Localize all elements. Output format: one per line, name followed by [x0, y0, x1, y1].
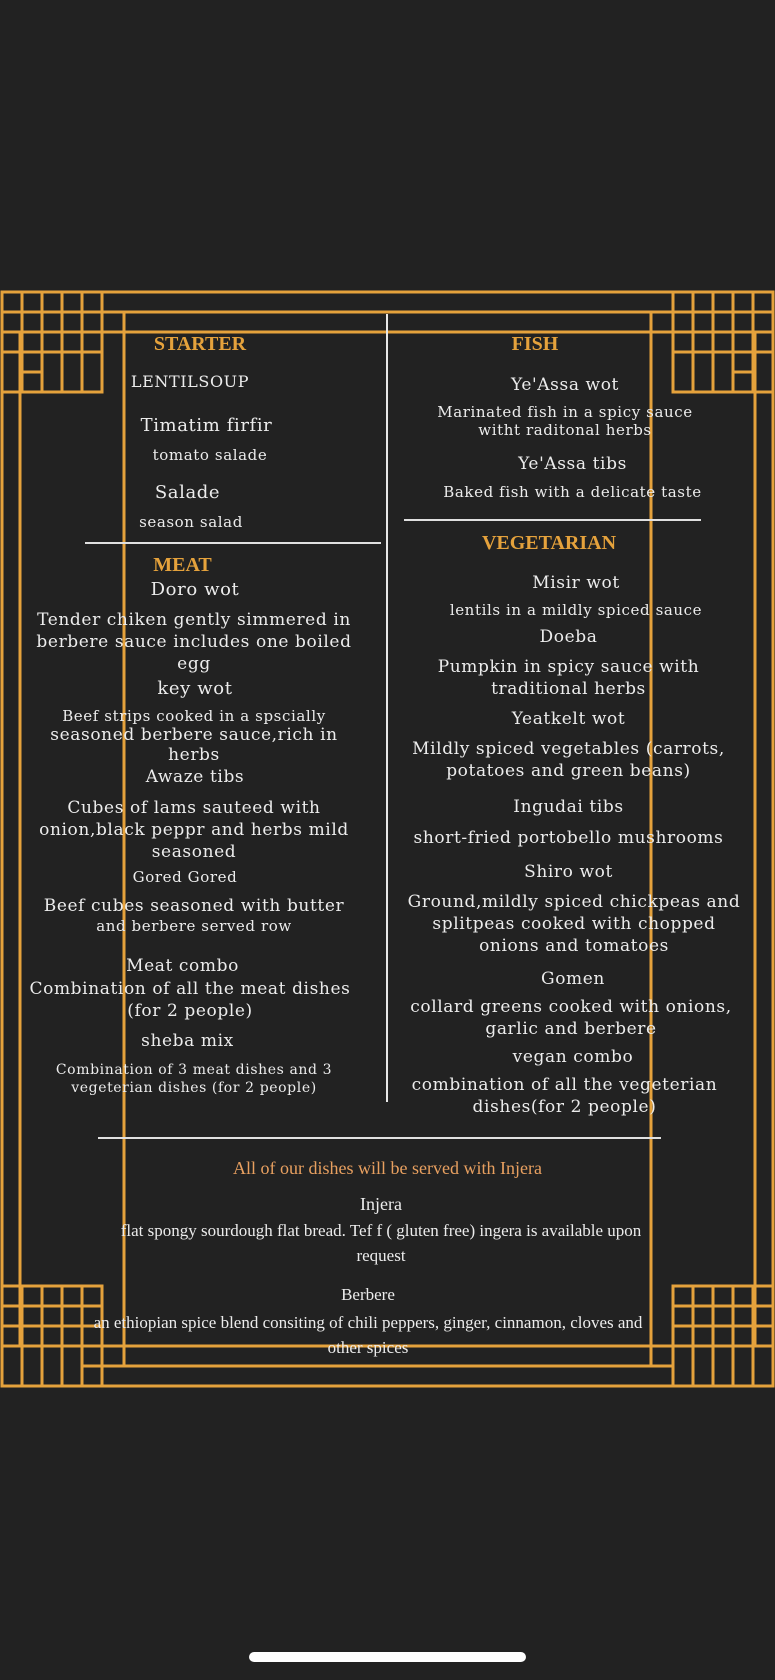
starter-item-salade-desc: season salad	[139, 513, 243, 531]
veg-item-shiro-wot: Shiro wot	[524, 862, 613, 882]
meat-item-gored-gored-desc: Beef cubes seasoned with butter and berbere served row	[43, 896, 345, 935]
veg-item-misir-wot-desc: lentils in a mildly spiced sauce	[449, 601, 703, 619]
meat-item-doro-wot: Doro wot	[150, 579, 240, 600]
meat-item-awaze-tibs-desc: Cubes of lams sauteed with onion,black peppr and herbs mild seasoned	[39, 798, 349, 862]
starter-item-salade: Salade	[154, 482, 221, 503]
fish-vegetarian-divider	[404, 519, 701, 521]
berbere-desc: an ethiopian spice blend consiting of chili peppers, ginger, cinnamon, cloves and other spices	[93, 1313, 643, 1357]
veg-item-gomen: Gomen	[541, 969, 605, 989]
meat-item-key-wot-desc: Beef strips cooked in a spscially seasoned berbere sauce,rich in herbs	[50, 707, 338, 765]
starter-meat-divider	[85, 542, 381, 544]
veg-item-shiro-wot-desc: Ground,mildly spiced chickpeas and splitpeas cooked with chopped onions and tomatoes	[407, 892, 741, 956]
home-indicator[interactable]	[249, 1652, 526, 1662]
veg-item-yeatkelt-wot: Yeatkelt wot	[511, 709, 626, 729]
injera-serving-note: All of our dishes will be served with Injera	[233, 1158, 542, 1178]
injera-title: Injera	[360, 1194, 402, 1214]
meat-item-meat-combo: Meat combo	[126, 956, 239, 976]
veg-item-ingudai-tibs-desc: short-fried portobello mushrooms	[413, 828, 724, 848]
meat-item-doro-wot-desc: Tender chiken gently simmered in berbere sauce includes one boiled egg	[36, 610, 352, 674]
meat-item-awaze-tibs: Awaze tibs	[145, 767, 245, 787]
meat-item-key-wot: key wot	[157, 678, 233, 699]
starter-heading: STARTER	[153, 333, 247, 355]
starter-item-timatim-firfir-desc: tomato salade	[152, 446, 268, 464]
veg-item-misir-wot: Misir wot	[532, 573, 620, 593]
column-divider	[386, 314, 388, 1102]
fish-item-yeassa-wot: Ye'Assa wot	[511, 375, 619, 395]
fish-item-yeassa-tibs: Ye'Assa tibs	[518, 454, 627, 474]
veg-item-yeatkelt-wot-desc: Mildly spiced vegetables (carrots, potatoes and green beans)	[412, 739, 725, 781]
meat-item-gored-gored: Gored Gored	[132, 868, 238, 886]
fish-item-yeassa-tibs-desc: Baked fish with a delicate taste	[443, 483, 702, 501]
vegetarian-heading: VEGETARIAN	[481, 532, 617, 554]
meat-item-sheba-mix-desc: Combination of 3 meat dishes and 3 vegeterian dishes (for 2 people)	[55, 1062, 333, 1096]
starter-item-lentilsoup: LENTILSOUP	[130, 372, 250, 391]
meat-heading: MEAT	[153, 554, 212, 576]
injera-desc: flat spongy sourdough flat bread. Tef f ( gluten free) ingera is available upon request	[120, 1221, 642, 1265]
meat-item-meat-combo-desc: Combination of all the meat dishes (for 2 people)	[29, 979, 351, 1021]
berbere-title: Berbere	[341, 1285, 395, 1304]
footer-divider	[98, 1137, 661, 1139]
veg-item-vegan-combo-desc: combination of all the vegeterian dishes(for 2 people)	[411, 1075, 718, 1117]
fish-item-yeassa-wot-desc: Marinated fish in a spicy sauce witht raditonal herbs	[437, 403, 693, 439]
fish-heading: FISH	[511, 333, 559, 355]
veg-item-vegan-combo: vegan combo	[512, 1047, 634, 1067]
starter-item-timatim-firfir: Timatim firfir	[140, 415, 273, 436]
veg-item-doeba: Doeba	[539, 627, 598, 647]
veg-item-doeba-desc: Pumpkin in spicy sauce with traditional herbs	[437, 657, 700, 699]
veg-item-gomen-desc: collard greens cooked with onions, garlic and berbere	[410, 997, 732, 1039]
veg-item-ingudai-tibs: Ingudai tibs	[513, 797, 624, 817]
meat-item-sheba-mix: sheba mix	[141, 1031, 234, 1051]
